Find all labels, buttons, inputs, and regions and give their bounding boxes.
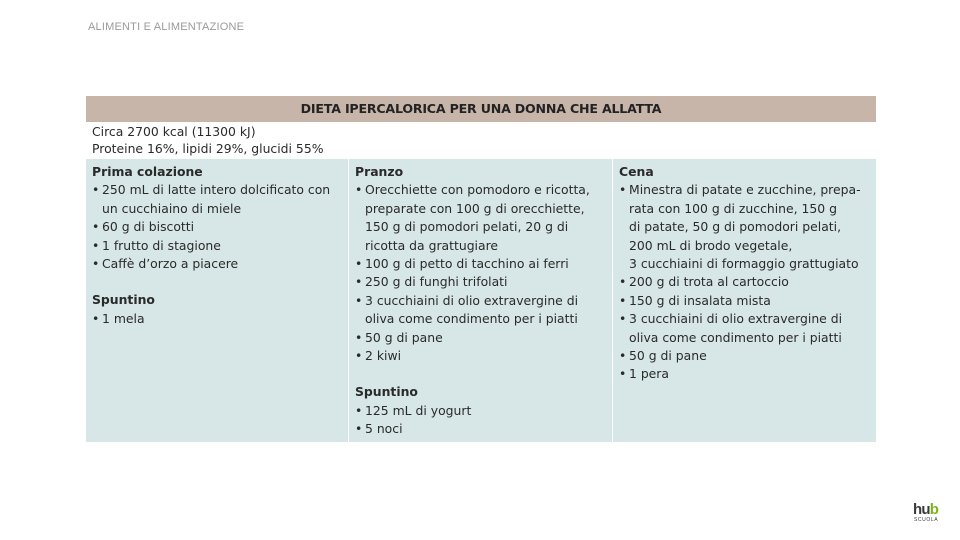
item-text-line: di patate, 50 g di pomodori pelati,: [629, 219, 842, 235]
item-text-line: 125 mL di yogurt: [365, 402, 472, 418]
bullet-icon: •: [92, 237, 100, 253]
column-lunch: [348, 159, 612, 442]
meal-columns: [86, 159, 876, 442]
list-item: [355, 347, 612, 365]
item-text-line: oliva come condimento per i piatti: [365, 311, 578, 327]
meal-block: [92, 163, 348, 273]
meal-item-list: [92, 310, 348, 328]
item-text-line: 1 pera: [629, 366, 669, 382]
list-item: [92, 181, 348, 218]
bullet-icon: •: [355, 256, 363, 272]
bullet-icon: •: [619, 182, 627, 198]
item-text-line: 200 g di trota al cartoccio: [629, 274, 789, 290]
item-text-line: 1 mela: [102, 310, 145, 326]
logo-word-b: b: [929, 501, 939, 518]
list-item: [619, 273, 876, 291]
list-item: [355, 273, 612, 291]
item-text-line: 50 g di pane: [365, 329, 443, 345]
bullet-icon: •: [92, 310, 100, 326]
bullet-icon: •: [355, 402, 363, 418]
meal-item-list: [92, 181, 348, 273]
bullet-icon: •: [355, 292, 363, 308]
item-text-line: 100 g di petto di tacchino ai ferri: [365, 256, 569, 272]
bullet-icon: •: [355, 274, 363, 290]
list-item: [355, 181, 612, 255]
meal-title: Prima colazione: [92, 164, 203, 179]
meal-item-list: [619, 181, 876, 383]
list-item: [355, 420, 612, 438]
meal-item-list: [355, 181, 612, 365]
bullet-icon: •: [92, 182, 100, 198]
list-item: [619, 365, 876, 383]
item-text-line: 3 cucchiaini di formaggio grattugiato: [629, 256, 859, 272]
list-item: [92, 310, 348, 328]
meal-block: [92, 291, 348, 328]
calorie-line: Circa 2700 kcal (11300 kJ): [92, 124, 256, 139]
list-item: [92, 237, 348, 255]
list-item: [619, 181, 876, 273]
macro-line: Proteine 16%, lipidi 29%, glucidi 55%: [92, 141, 324, 156]
item-text-line: 50 g di pane: [629, 348, 707, 364]
bullet-icon: •: [92, 256, 100, 272]
item-text-line: Minestra di patate e zucchine, prepa-: [629, 182, 861, 198]
item-text-line: 150 g di pomodori pelati, 20 g di: [365, 219, 569, 235]
diet-table: [86, 96, 876, 442]
list-item: [355, 292, 612, 329]
bullet-icon: •: [619, 274, 627, 290]
bullet-icon: •: [619, 348, 627, 364]
item-text-line: 3 cucchiaini di olio extravergine di: [365, 292, 579, 308]
meal-title: Pranzo: [355, 164, 404, 179]
item-text-line: Caffè d’orzo a piacere: [102, 256, 239, 272]
list-item: [355, 402, 612, 420]
hub-scuola-logo: [913, 502, 947, 530]
bullet-icon: •: [619, 311, 627, 327]
meal-block: [355, 383, 612, 438]
list-item: [619, 347, 876, 365]
list-item: [92, 218, 348, 236]
bullet-icon: •: [355, 421, 363, 437]
column-breakfast: [86, 159, 348, 442]
meal-block: [619, 163, 876, 384]
bullet-icon: •: [355, 182, 363, 198]
meal-item-list: [355, 402, 612, 439]
item-text-line: 250 mL di latte intero dolcificato con: [102, 182, 331, 198]
item-text-line: rata con 100 g di zucchine, 150 g: [629, 200, 837, 216]
slide-header: ALIMENTI E ALIMENTAZIONE: [88, 21, 245, 33]
item-text-line: oliva come condimento per i piatti: [629, 329, 842, 345]
meal-block: [355, 163, 612, 365]
meal-title: Spuntino: [355, 384, 418, 400]
table-title: DIETA IPERCALORICA PER UNA DONNA CHE ALLATTA: [86, 96, 876, 122]
item-text-line: 150 g di insalata mista: [629, 292, 771, 308]
logo-subtitle: SCUOLA: [914, 517, 939, 523]
list-item: [92, 255, 348, 273]
item-text-line: un cucchiaino di miele: [102, 200, 242, 216]
meal-title: Spuntino: [92, 292, 155, 308]
list-item: [619, 292, 876, 310]
bullet-icon: •: [355, 348, 363, 364]
item-text-line: Orecchiette con pomodoro e ricotta,: [365, 182, 590, 198]
bullet-icon: •: [619, 366, 627, 382]
item-text-line: 1 frutto di stagione: [102, 237, 221, 253]
list-item: [355, 329, 612, 347]
item-text-line: preparate con 100 g di orecchiette,: [365, 200, 585, 216]
meal-title: Cena: [619, 164, 654, 179]
list-item: [355, 255, 612, 273]
table-summary: [86, 122, 876, 159]
item-text-line: 200 mL di brodo vegetale,: [629, 237, 793, 253]
bullet-icon: •: [92, 219, 100, 235]
bullet-icon: •: [619, 292, 627, 308]
item-text-line: 250 g di funghi trifolati: [365, 274, 508, 290]
column-dinner: [612, 159, 876, 442]
item-text-line: 5 noci: [365, 421, 403, 437]
list-item: [619, 310, 876, 347]
bullet-icon: •: [355, 329, 363, 345]
item-text-line: ricotta da grattugiare: [365, 237, 499, 253]
item-text-line: 2 kiwi: [365, 348, 402, 364]
logo-word-a: hu: [913, 501, 930, 518]
item-text-line: 3 cucchiaini di olio extravergine di: [629, 311, 843, 327]
item-text-line: 60 g di biscotti: [102, 219, 195, 235]
